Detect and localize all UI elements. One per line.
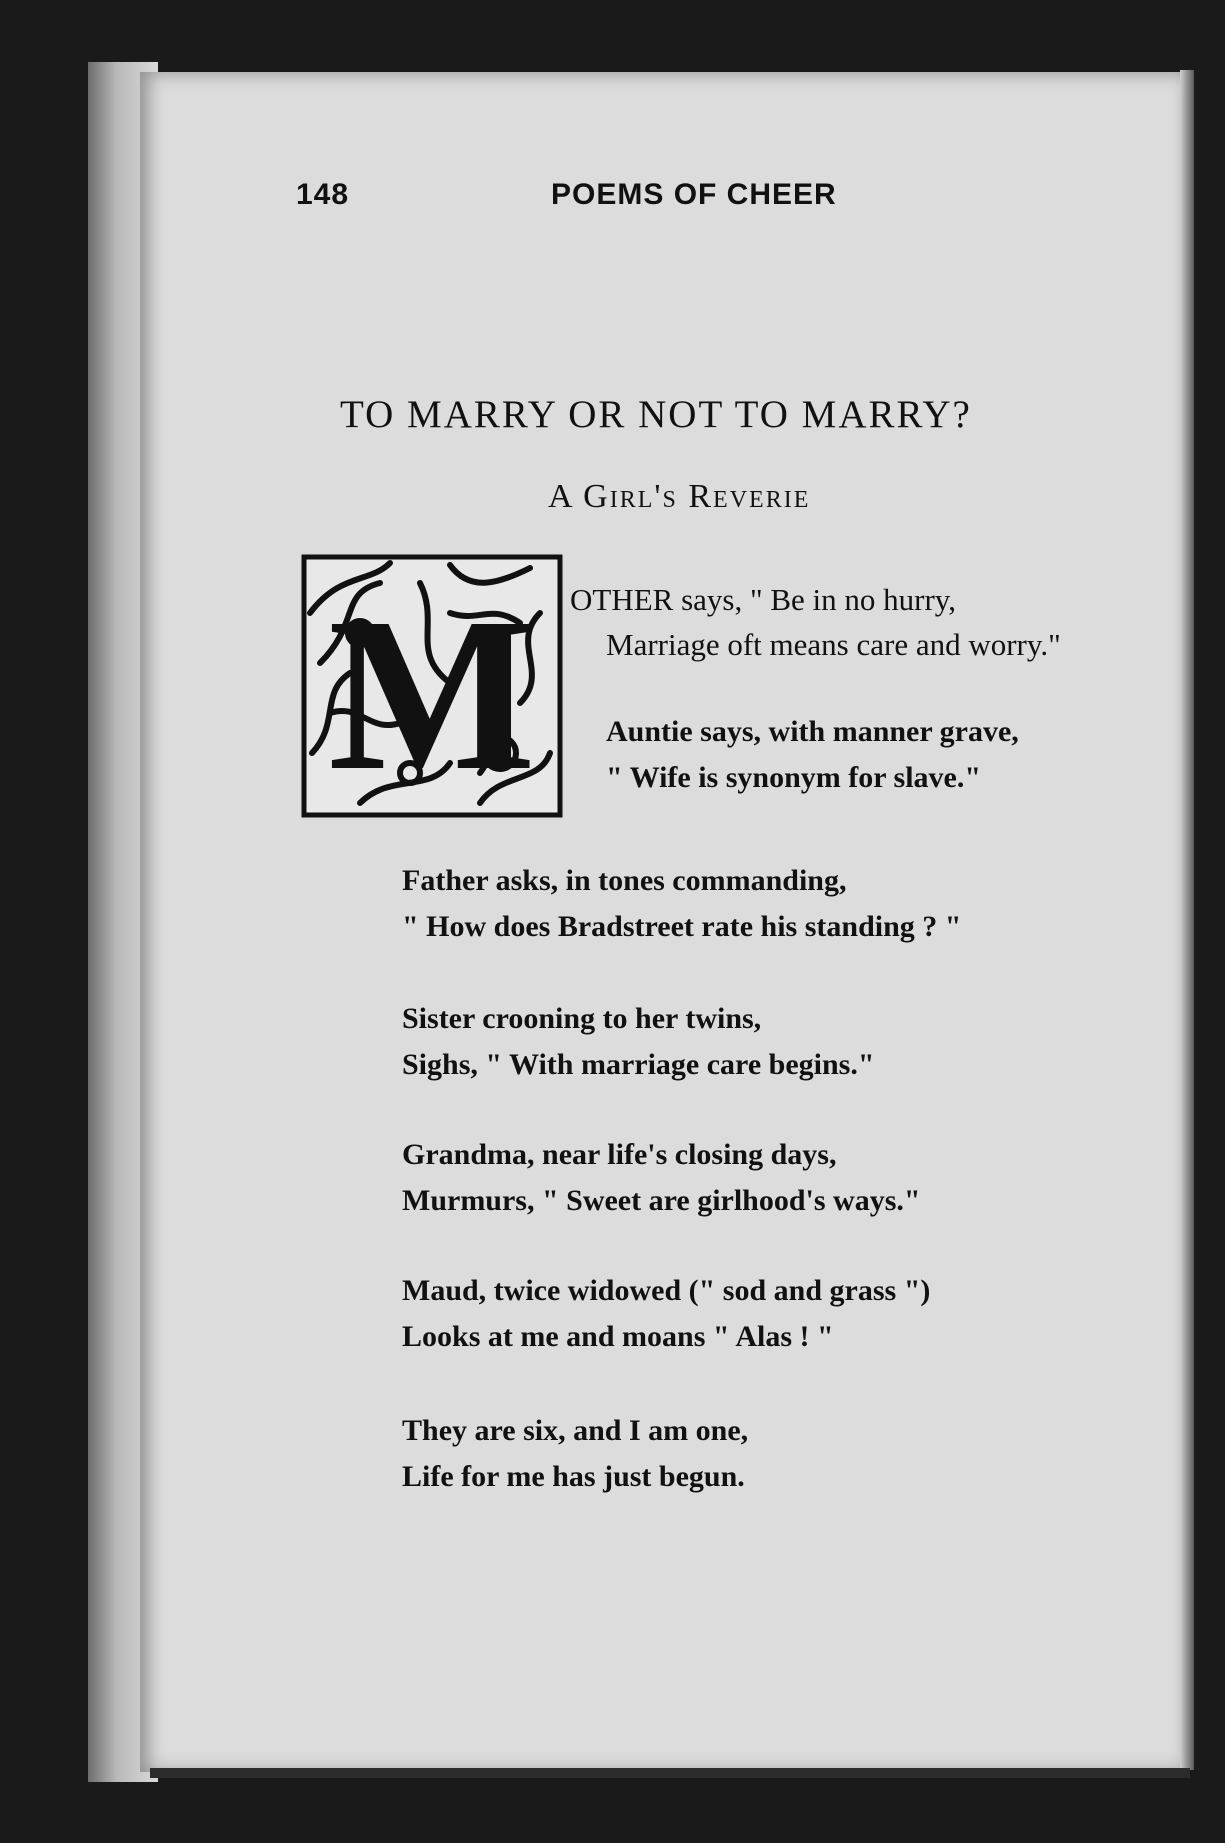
stanza-1-line-1: OTHER says, " Be in no hurry, [570,582,957,617]
stanza-2-line-2: " Wife is synonym for slave." [606,761,981,794]
running-head [296,178,896,218]
poem-subtitle: A Girl's Reverie [548,478,811,515]
stanza-4-line-2: Sighs, " With marriage care begins." [402,1048,875,1081]
stanza-2-line-1: Auntie says, with manner grave, [606,715,1019,748]
stanza-4-line-1: Sister crooning to her twins, [402,1002,762,1035]
stanza-7-line-1: They are six, and I am one, [402,1414,749,1447]
stanza-5-line-1: Grandma, near life's closing days, [402,1138,837,1171]
stanza-5-line-2: Murmurs, " Sweet are girlhood's ways." [402,1184,921,1217]
poem-title: TO MARRY OR NOT TO MARRY? [340,393,972,436]
stanza-3-line-2: " How does Bradstreet rate his standing ? " [402,910,962,943]
stanza-1-line-2: Marriage oft means care and worry." [606,627,1061,662]
drop-cap-ornament [300,553,564,819]
stanza-7-line-2: Life for me has just begun. [402,1460,745,1493]
stanza-3-line-1: Father asks, in tones commanding, [402,864,847,897]
page-right-edge [1180,70,1194,1770]
book-title: POEMS OF CHEER [551,178,837,211]
stanza-6-line-2: Looks at me and moans " Alas ! " [402,1320,834,1353]
page-bottom-edge [150,1768,1190,1778]
svg-text:M: M [328,572,536,816]
page-number: 148 [296,178,350,211]
stanza-6-line-1: Maud, twice widowed (" sod and grass ") [402,1274,931,1307]
